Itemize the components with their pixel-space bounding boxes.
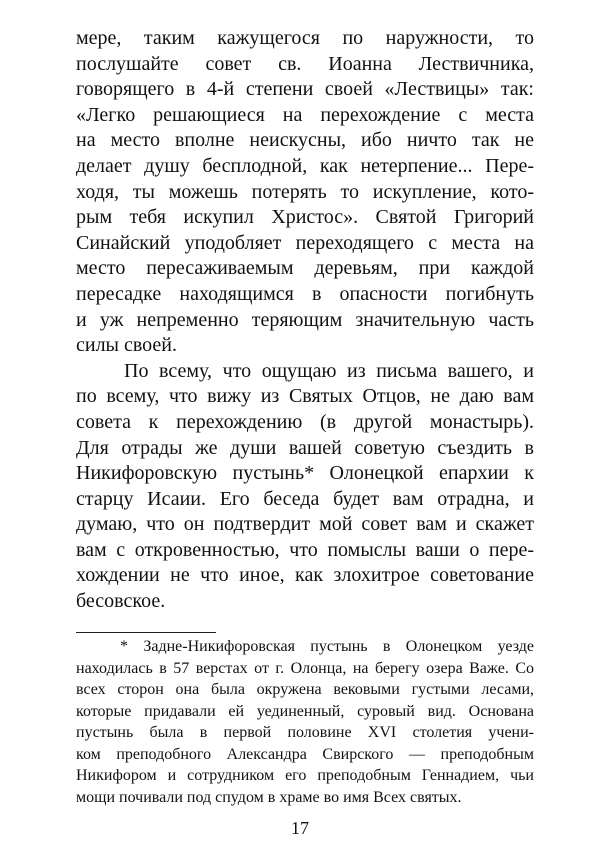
text-line: говорящего в 4-й степени своей «Лествицы» так: xyxy=(76,78,534,101)
text-line: хождении не что иное, как злохитрое советование xyxy=(76,564,534,587)
text-line: рым тебя искупил Христос». Святой Григорий xyxy=(76,206,534,229)
text-line: по всему, что вижу из Святых Отцов, не даю вам xyxy=(76,385,534,408)
text-line: место пересаживаемым деревьям, при каждой xyxy=(76,257,534,280)
text-line: Для отрады же души вашей советую съездить в xyxy=(76,436,534,459)
footnote xyxy=(76,636,534,808)
text-line: совета к перехождению (в другой монастырь). xyxy=(76,410,534,433)
footnote-line: ком преподобного Александра Свирского — преподобным xyxy=(76,745,534,763)
text-line: и уж непременно теряющим значительную часть xyxy=(76,308,534,331)
paragraph-start-line: По всему, что ощущаю из письма вашего, и xyxy=(124,359,534,382)
footnote-line: * Задне-Никифоровская пустынь в Олонецком уезде xyxy=(120,638,534,655)
text-line: бесовское. xyxy=(76,590,166,613)
main-text xyxy=(76,26,534,615)
text-line: Синайский уподобляет переходящего с места на xyxy=(76,231,534,254)
text-line: Никифоровскую пустынь* Олонецкой епархии к xyxy=(76,462,534,485)
footnote-line: которые придавали ей уединенный, суровый вид. Основана xyxy=(76,702,534,720)
text-line: думаю, что он подтвердит мой совет вам и скажет xyxy=(76,513,534,536)
footnote-line: всех сторон она была окружена вековыми густыми лесами, xyxy=(76,681,534,698)
text-line: вам с откровенностью, что помыслы ваши о пере- xyxy=(76,538,534,561)
footnote-line: находилась в 57 верстах от г. Олонца, на берегу озера Важе. Со xyxy=(76,659,534,677)
text-line: старцу Исаии. Его беседа будет вам отрадна, и xyxy=(76,487,534,510)
text-line: мере, таким кажущегося по наружности, то xyxy=(76,27,534,49)
text-line: на место вполне неискусны, ибо ничто так не xyxy=(76,129,534,152)
footnote-divider xyxy=(76,632,216,633)
text-line: делает душу бесплодной, как нетерпение... Пере- xyxy=(76,154,534,177)
text-line: пересадке находящимся в опасности погибнуть xyxy=(76,282,534,305)
text-line: «Легко решающиеся на перехождение с места xyxy=(76,103,534,126)
text-line: силы своей. xyxy=(76,334,178,357)
text-line: послушайте совет св. Иоанна Лествичника, xyxy=(76,52,534,75)
footnote-line: мощи почивали под спудом в храме во имя Всех святых. xyxy=(76,788,462,806)
footnote-line: пустынь была в первой половине XVI столетия учени- xyxy=(76,724,534,741)
footnote-line: Никифором и сотрудником его преподобным Геннадием, чьи xyxy=(76,767,534,784)
text-line: ходя, ты можешь потерять то искупление, кото- xyxy=(76,180,534,203)
page-number: 17 xyxy=(291,818,309,838)
